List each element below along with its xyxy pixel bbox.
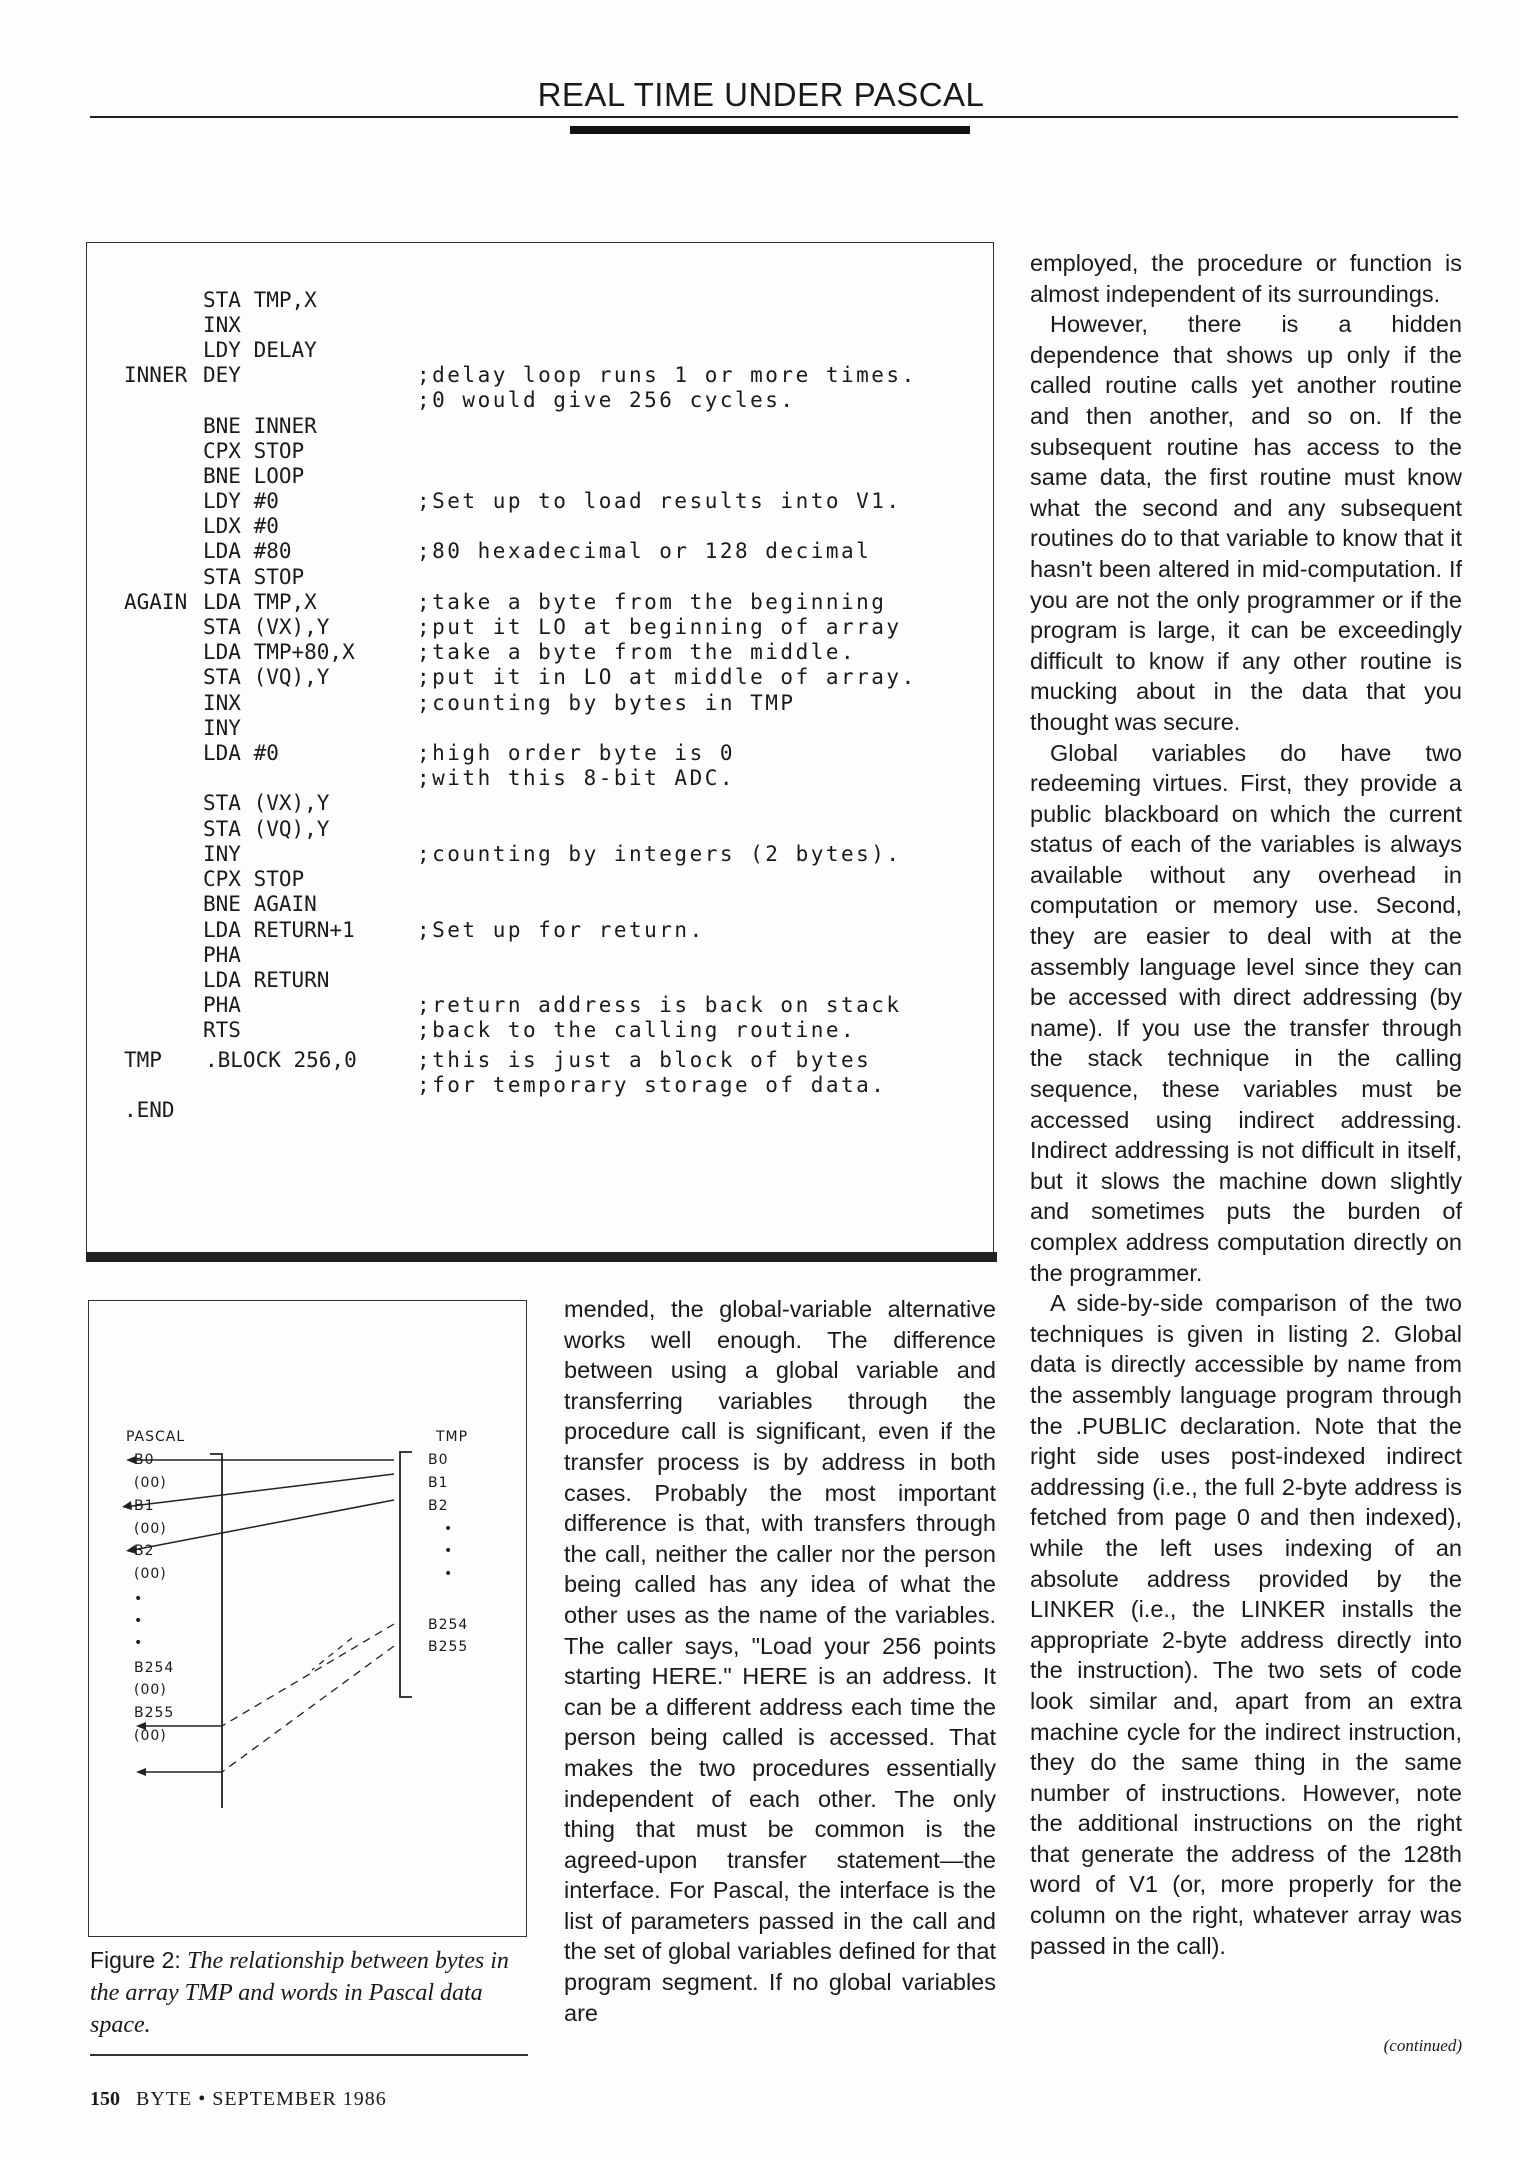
- tmp-cell: B0: [428, 1452, 449, 1468]
- code-comment: ;with this 8-bit ADC.: [417, 766, 736, 790]
- tmp-cell: •: [444, 1566, 454, 1582]
- code-instr: STA TMP,X: [203, 288, 317, 312]
- figure-caption-text: The relationship between bytes in the array TMP and words in Pascal data space.: [90, 1948, 509, 2038]
- code-comment: ;high order byte is 0: [417, 741, 736, 765]
- right-column: [1030, 248, 1462, 1961]
- code-instr: INX: [203, 313, 241, 337]
- paragraph: mended, the global-variable alternative works well enough. The difference between using a global variable and transferring variables through the procedure call is significant, even if the transfer process is by address in both cases. Probably the most important difference is that, with transfers through the call, neither the caller nor the person being called has any idea of what the other uses as the name of the variables. The caller says, "Load your 256 points starting HERE." HERE is an address. It can be a different address each time the person being called is accessed. That makes the two procedures essentially independent of each other. The only thing that must be common is the agreed-upon transfer statement—the interface. For Pascal, the interface is the list of parameters passed in the call and the set of global variables defined for that program segment. If no global variables are: [564, 1296, 996, 2026]
- pascal-cell: B2: [134, 1543, 155, 1559]
- code-comment: ;take a byte from the middle.: [417, 640, 857, 664]
- code-instr: LDX #0: [203, 514, 279, 538]
- dashed-b255: [222, 1646, 394, 1772]
- code-comment: ;delay loop runs 1 or more times.: [417, 363, 917, 387]
- page-number: 150: [90, 2088, 120, 2110]
- code-comment: ;back to the calling routine.: [417, 1018, 857, 1042]
- code-instr: BNE AGAIN: [203, 892, 317, 916]
- tmp-cell: B254: [428, 1617, 469, 1633]
- code-comment: ;counting by bytes in TMP: [417, 691, 796, 715]
- code-instr: RTS: [203, 1018, 241, 1042]
- page-header-title: REAL TIME UNDER PASCAL: [537, 76, 985, 113]
- tmp-cell: B255: [428, 1639, 469, 1655]
- code-instr: PHA: [203, 993, 241, 1017]
- code-comment: ;0 would give 256 cycles.: [417, 388, 796, 412]
- pascal-cell: (00): [134, 1521, 167, 1537]
- code-instr: CPX STOP: [203, 867, 305, 891]
- code-instr: LDY #0: [203, 489, 279, 513]
- header-rule: [90, 116, 1458, 118]
- pascal-cell: (00): [134, 1566, 167, 1582]
- tmp-cell: •: [444, 1521, 454, 1537]
- dashed-b254: [222, 1624, 394, 1726]
- tmp-cell: •: [444, 1543, 454, 1559]
- pascal-cell: (00): [134, 1475, 167, 1491]
- code-instr: STA (VQ),Y: [203, 817, 330, 841]
- code-label: AGAIN: [124, 590, 188, 614]
- code-instr: STA STOP: [203, 565, 305, 589]
- code-comment: ;take a byte from the beginning: [417, 590, 887, 614]
- caption-rule: [90, 2054, 528, 2056]
- pascal-cell: •: [134, 1591, 144, 1607]
- code-instr: INY: [203, 842, 241, 866]
- pascal-cell: B255: [134, 1705, 175, 1721]
- paragraph: employed, the procedure or function is almost independent of its surroundings.: [1030, 250, 1462, 307]
- pascal-cell: •: [134, 1613, 144, 1629]
- header-bar: [570, 126, 970, 134]
- code-label: INNER: [124, 363, 188, 387]
- tmp-label: TMP: [436, 1429, 469, 1445]
- paragraph: Global variables do have two redeeming virtues. First, they provide a public blackboard on which the current status of each of the variables is always available without any overhead in computation or memory use. Second, they are easier to deal with at the assembly language level since they can be accessed with direct addressing (by name). If you use the transfer through the stack technique in the calling sequence, these variables must be accessed using indirect addressing. Indirect addressing is not difficult in itself, but it slows the machine down slightly and sometimes puts the burden of complex address computation directly on the programmer.: [1030, 739, 1462, 1286]
- tmp-cell: B1: [428, 1475, 449, 1491]
- pascal-cell: B254: [134, 1660, 175, 1676]
- code-label: .END: [124, 1098, 175, 1122]
- figure-2-caption: [90, 1945, 530, 2041]
- tmp-cell: B2: [428, 1498, 449, 1514]
- pascal-cell: (00): [134, 1728, 167, 1744]
- arrow-b2: [128, 1500, 394, 1551]
- code-comment: ;put it in LO at middle of array.: [417, 665, 917, 689]
- code-instr: CPX STOP: [203, 439, 305, 463]
- code-listing-bottom-rule: [86, 1252, 997, 1262]
- pascal-label: PASCAL: [126, 1429, 186, 1445]
- middle-column: [564, 1294, 996, 2028]
- code-instr: INX: [203, 691, 241, 715]
- code-instr: .BLOCK 256,0: [205, 1048, 357, 1072]
- figure-caption-label: Figure 2:: [90, 1947, 181, 1973]
- paragraph: However, there is a hidden dependence that shows up only if the called routine calls yet another routine and then another, and so on. If the subsequent routine has access to the same data, the first routine must know what the second and any subsequent routines do to that variable to know that it hasn't been altered in mid-computation. If you are not the only programmer or if the program is large, it can be exceedingly difficult to know if any other routine is mucking about in the data that you thought was secure.: [1030, 311, 1462, 735]
- code-instr: LDA TMP,X: [203, 590, 317, 614]
- pascal-bracket: [210, 1454, 222, 1808]
- code-comment: ;Set up for return.: [417, 918, 705, 942]
- magazine-issue: BYTE • SEPTEMBER 1986: [136, 2088, 387, 2110]
- code-instr: STA (VX),Y: [203, 615, 330, 639]
- paragraph: A side-by-side comparison of the two techniques is given in listing 2. Global data is directly accessible by name from the assembly language program through the .PUBLIC declaration. Note that the right side uses post-indexed indirect addressing (i.e., the full 2-byte address is fetched from page 0 and then indexed), while the left uses indexing of an absolute address provided by the LINKER (i.e., the LINKER installs the appropriate 2-byte address directly into the instruction). The two sets of code look similar and, apart from an extra machine cycle for the indirect instruction, they do the same thing in the same number of instructions. However, note the additional instructions on the right that generate the address of the 128th word of V1 (or, more properly for the column on the right, whatever array was passed in the call).: [1030, 1290, 1462, 1959]
- code-instr: LDA #0: [203, 741, 279, 765]
- code-comment: ;for temporary storage of data.: [417, 1073, 887, 1097]
- code-instr: STA (VQ),Y: [203, 665, 330, 689]
- code-comment: ;return address is back on stack: [417, 993, 902, 1017]
- code-instr: LDA #80: [203, 539, 292, 563]
- pascal-cell: B1: [134, 1498, 155, 1514]
- code-instr: INY: [203, 716, 241, 740]
- code-instr: LDY DELAY: [203, 338, 317, 362]
- pascal-cell: •: [134, 1635, 144, 1651]
- code-instr: LDA RETURN: [203, 968, 330, 992]
- code-instr: BNE INNER: [203, 414, 317, 438]
- code-comment: ;Set up to load results into V1.: [417, 489, 902, 513]
- pascal-cell: (00): [134, 1682, 167, 1698]
- pascal-cell: B0: [134, 1452, 155, 1468]
- code-instr: DEY: [203, 363, 241, 387]
- code-comment: ;this is just a block of bytes: [417, 1048, 872, 1072]
- code-comment: ;counting by integers (2 bytes).: [417, 842, 902, 866]
- page-footer: [90, 2088, 387, 2111]
- code-instr: PHA: [203, 943, 241, 967]
- code-instr: LDA TMP+80,X: [203, 640, 355, 664]
- code-comment: ;80 hexadecimal or 128 decimal: [417, 539, 872, 563]
- code-comment: ;put it LO at beginning of array: [417, 615, 902, 639]
- code-instr: LDA RETURN+1: [203, 918, 355, 942]
- code-instr: STA (VX),Y: [203, 791, 330, 815]
- continued-label: (continued): [1383, 2036, 1462, 2055]
- code-instr: BNE LOOP: [203, 464, 305, 488]
- tmp-bracket: [400, 1452, 412, 1697]
- code-label: TMP: [124, 1048, 162, 1072]
